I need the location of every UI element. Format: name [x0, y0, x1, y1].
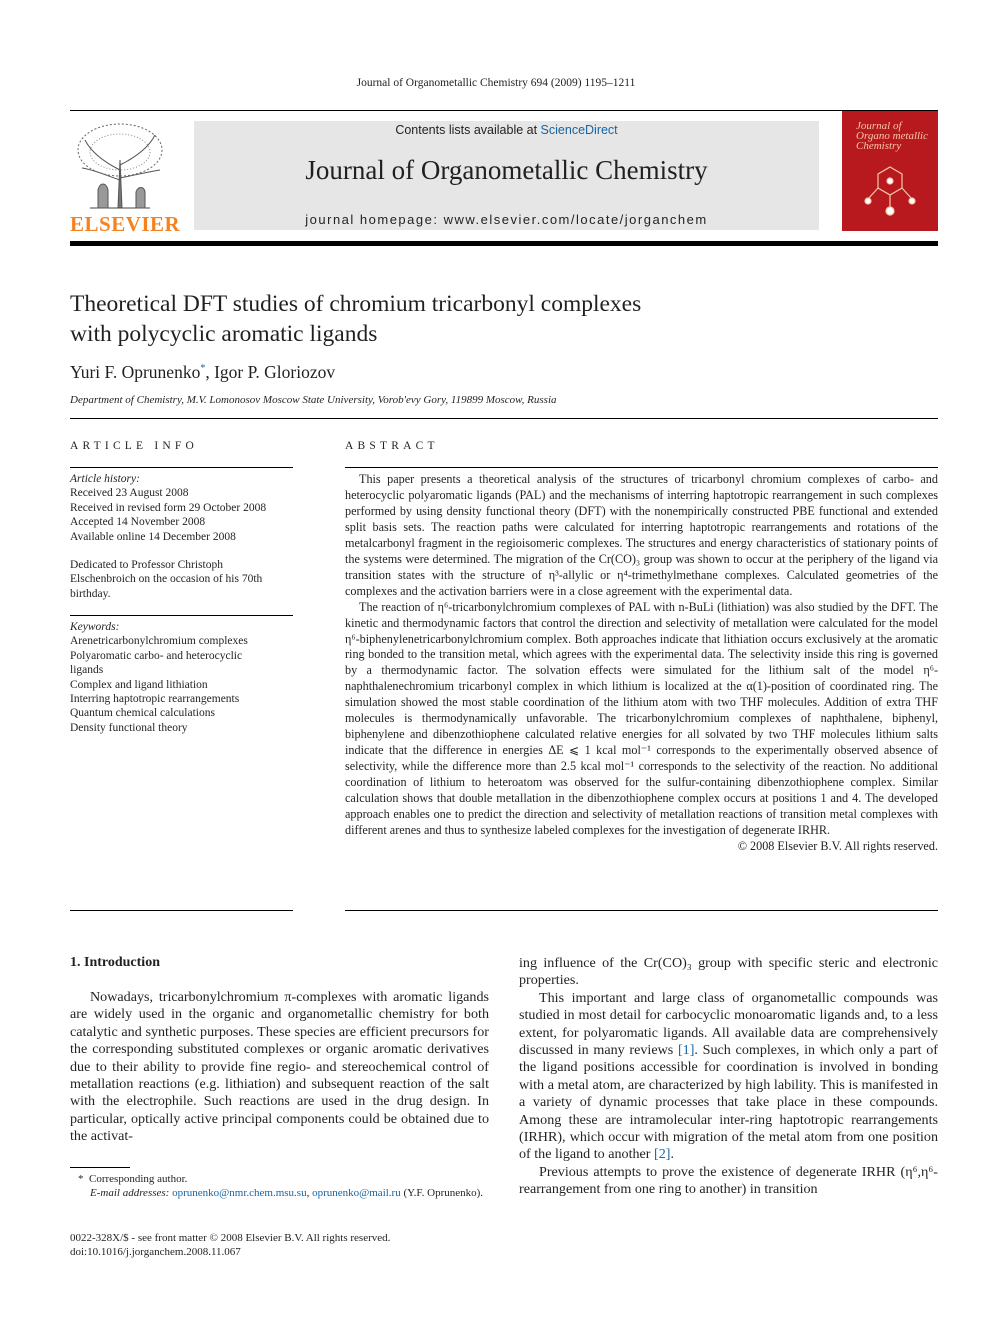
cover-molecule-icon	[862, 161, 918, 221]
abstract-paragraph: The reaction of η⁶-tricarbonylchromium complexes of PAL with n-BuLi (lithiation) was also studied by the DFT. The kinetic and thermodynamic factors that control the direction and selectivity of metallation were calculated for the model η⁶-biphenylenetricarbonylchromium complex. Both approaches indicate that lithiation occurs exclusively at the aromatic ring bonded to the transition metal, which agrees with the experimental data. The selectivity inside this ring is governed by a thermodynamic factor. The solvation effects were simulated for the lithium salt of the model η⁶-naphthalenechromium tricarbonyl complex in which lithium is localized at the α(1)-position of coordinated ring. The simulation showed the most stable coordination of the lithium atom with two THF molecules. Addition of extra THF molecules is thermodynamically unfavorable. The tricarbonylchromium complexes of naphthalene, biphenyl, biphenylene and dibenzothiophene calculated relative energies for all solvated by two THF molecules lithium salts indicate that the difference in energies ΔE ⩽ 1 kcal mol⁻¹ corresponds to the experimentally observed absence of selectivity, while the difference more than 2.5 kcal mol⁻¹ corresponds to the selectivity of the reaction. No additional coordination of lithium to heteroatom was observed for the sulfur-containing dibenzothiophene complex. Similar calculation shows that double metallation in the dibenzothiophene complex occurs at positions 1 and 4. The developed approach enables one to predict the direction and selectivity of metallation reactions of transition metal complexes with different arenes and thus to synthesize labeled complexes for the investigation of degenerate IRHR.	[345, 599, 938, 837]
email-separator: ,	[306, 1187, 313, 1199]
email-link[interactable]: oprunenko@mail.ru	[312, 1187, 401, 1199]
body-right-column	[519, 955, 938, 1199]
footnote-rule	[70, 1167, 130, 1168]
article-title	[70, 289, 770, 349]
divider	[70, 418, 938, 419]
reference-link[interactable]: [2]	[654, 1146, 671, 1163]
publication-info	[70, 1231, 489, 1259]
email-link[interactable]: oprunenko@nmr.chem.msu.su	[172, 1187, 307, 1199]
journal-citation: Journal of Organometallic Chemistry 694 (2009) 1195–1211	[356, 77, 636, 89]
author-list	[70, 362, 335, 383]
email-suffix: (Y.F. Oprunenko).	[400, 1187, 484, 1199]
keyword-item: Arenetricarbonylchromium complexes	[70, 635, 248, 648]
corresponding-note	[70, 1172, 489, 1186]
doi-line[interactable]: doi:10.1016/j.jorganchem.2008.11.067	[70, 1246, 241, 1258]
corresponding-author-mark[interactable]: *	[200, 363, 206, 375]
abstract-paragraph: This paper presents a theoretical analysis of the structures of tricarbonyl chromium complexes of carbo- and heterocyclic polyaromatic ligands (PAL) and the mechanisms of interring haptotropic rearrangement in such complexes performed by using density functional theory (DFT) with the nonempirically constructed PBE functional and extended split basis sets. The reaction paths were calculated for interring haptotropic rearrangements and rotations of the metalcarbonyl fragment in the regioisomeric complexes. The structures and energy characteristics of stationary points of the systems were determined. The migration of the Cr(CO)₃ group was shown to occur at the periphery of the ligand via transition states with the structure of η³-allylic or η⁴-trimethylmethane complexes. Calculated geometries of the complexes and the activation barriers were in a close agreement with the experimental data.	[345, 472, 938, 598]
author-name: Igor P. Gloriozov	[214, 362, 336, 382]
body-paragraph: ing influence of the Cr(CO)₃ group with specific steric and electronic properties.	[519, 955, 938, 989]
elsevier-logo	[70, 120, 181, 236]
body-paragraph: Previous attempts to prove the existence of degenerate IRHR (η⁶,η⁶-rearrangement from one ring to another) in transition	[519, 1163, 938, 1198]
keyword-item: Complex and ligand lithiation	[70, 678, 208, 691]
divider	[70, 910, 293, 911]
divider	[345, 467, 938, 468]
body-paragraph: Nowadays, tricarbonylchromium π-complexes with aromatic ligands are widely used in the organic and organometallic chemistry for both catalytic and synthetic purposes. These species are efficient precursors for the corresponding substituted complexes or organic aromatic derivatives due to their ability to provide fine regio- and stereochemical control of metallation reactions (e.g. lithiation) and subsequent reaction of the salt with the electrophile. Such reactions are used in the drug design. In particular, optically active principal components could be obtained due to the activat-	[70, 989, 489, 1145]
elsevier-wordmark: ELSEVIER	[70, 212, 181, 236]
header-top-rule	[70, 110, 938, 111]
author-name: Yuri F. Oprunenko	[70, 362, 201, 382]
keywords	[70, 620, 293, 735]
contents-prefix: Contents lists available at	[395, 123, 541, 137]
journal-title: Journal of Organometallic Chemistry	[305, 155, 708, 185]
header-bottom-rule	[70, 241, 938, 246]
history-item: Accepted 14 November 2008	[70, 516, 206, 529]
paragraph-text: .	[670, 1146, 674, 1163]
keywords-label: Keywords:	[70, 621, 120, 633]
divider	[70, 615, 293, 616]
paragraph-text: This important and large class of organometallic compounds was studied in most detail for carbocyclic monoaromatic ligands and, to a less extent, for polyaromatic ligands. All available data are comprehensively discussed in many reviews	[519, 989, 938, 1059]
history-item: Available online 14 December 2008	[70, 530, 236, 543]
divider	[70, 467, 293, 468]
keyword-item: Polyaromatic carbo- and heterocyclic ligands	[70, 649, 243, 677]
email-label: E-mail addresses:	[90, 1187, 173, 1199]
article-title-line: Theoretical DFT studies of chromium tricarbonyl complexes	[70, 291, 642, 317]
history-label: Article history:	[70, 473, 140, 485]
article-history	[70, 472, 293, 544]
corresponding-text: Corresponding author.	[89, 1173, 188, 1185]
journal-banner	[194, 121, 819, 230]
keyword-item: Interring haptotropic rearrangements	[70, 693, 240, 706]
history-item: Received in revised form 29 October 2008	[70, 501, 267, 514]
keyword-item: Density functional theory	[70, 721, 188, 734]
footnote	[70, 1172, 489, 1200]
section-title: 1. Introduction	[70, 955, 160, 970]
issn-line: 0022-328X/$ - see front matter © 2008 Elsevier B.V. All rights reserved.	[70, 1232, 391, 1244]
contents-line	[194, 123, 819, 137]
article-title-line: with polycyclic aromatic ligands	[70, 321, 378, 347]
sciencedirect-link[interactable]: ScienceDirect	[540, 123, 618, 137]
article-info-heading: ARTICLE INFO	[70, 440, 198, 452]
footnote-mark: *	[78, 1173, 84, 1185]
abstract-heading: ABSTRACT	[345, 440, 439, 452]
dedication: Dedicated to Professor Christoph Elschenbroich on the occasion of his 70th birthday.	[70, 559, 263, 600]
copyright: © 2008 Elsevier B.V. All rights reserved.	[737, 838, 938, 853]
journal-cover	[842, 111, 938, 231]
body-paragraph	[519, 990, 938, 1164]
cover-title: Journal of Organo metallic Chemistry	[856, 120, 928, 152]
journal-homepage[interactable]: journal homepage: www.elsevier.com/locate/jorganchem	[305, 212, 708, 227]
reference-link[interactable]: [1]	[677, 1042, 695, 1059]
affiliation: Department of Chemistry, M.V. Lomonosov Moscow State University, Vorob'evy Gory, 119899 Moscow, Russia	[70, 394, 557, 406]
elsevier-tree-icon	[70, 120, 170, 212]
keyword-item: Quantum chemical calculations	[70, 707, 215, 720]
email-note	[70, 1186, 489, 1200]
abstract-body	[345, 472, 938, 855]
body-left-column	[70, 989, 489, 1146]
author-separator: ,	[205, 362, 215, 382]
divider	[345, 910, 938, 911]
paragraph-text: . Such complexes, in which only a part of the ligand positions accessible for coordination is involved in bonding with a metal atom, are characterized by high lability. This is manifested in a variety of dynamic processes that take place in these compounds. Among these are intramolecular inter-ring haptotropic rearrangements (IRHR), which occur with migration of the metal atom from one position of the ligand to another	[519, 1042, 938, 1163]
history-item: Received 23 August 2008	[70, 487, 189, 500]
